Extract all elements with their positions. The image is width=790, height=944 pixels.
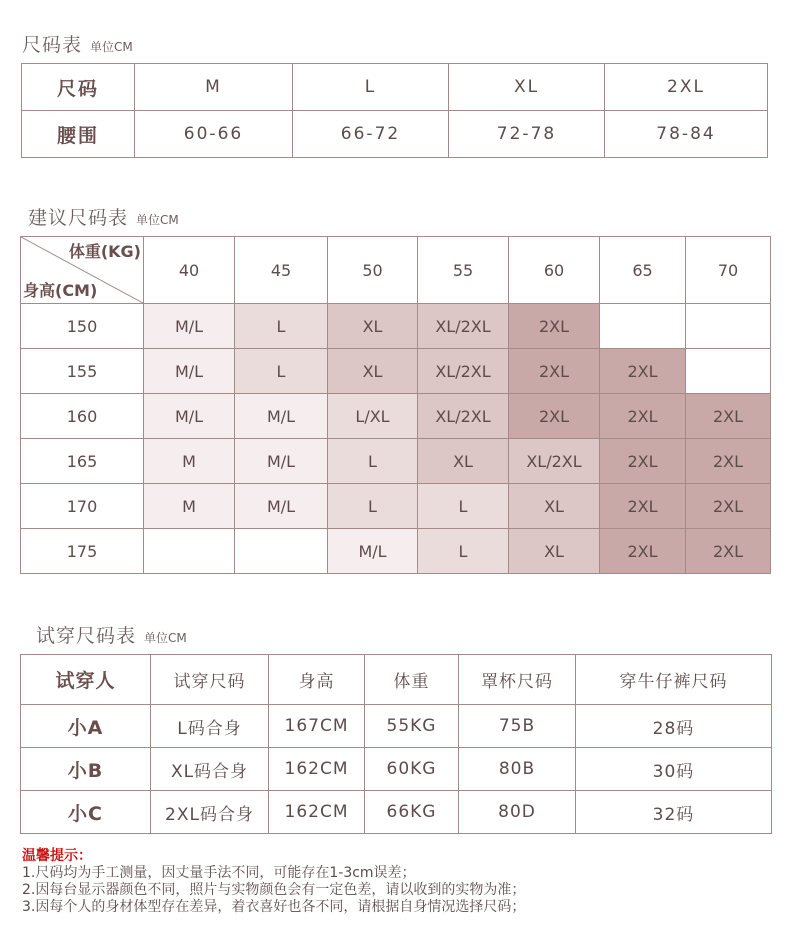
suggest-row: [21, 349, 771, 394]
size-chart-header-row: [22, 64, 768, 111]
size-chart-title: [22, 30, 133, 57]
tryon-value-cell: 80B: [459, 748, 576, 791]
tryon-value-cell: L码合身: [151, 705, 269, 748]
tryon-value-cell: 32码: [576, 791, 772, 834]
tryon-header-size: 试穿尺码: [151, 655, 269, 705]
weight-header: 45: [235, 237, 328, 304]
size-suggestion-cell: 2XL: [509, 394, 600, 439]
note-item: 3.因每个人的身材体型存在差异，着衣喜好也各不同，请根据自身情况选择尺码；: [22, 899, 526, 915]
size-suggestion-cell: XL: [328, 304, 418, 349]
weight-header: 65: [600, 237, 686, 304]
waist-label: 腰围: [22, 111, 135, 158]
size-suggestion-cell: M/L: [328, 529, 418, 574]
tryon-person-cell: 小C: [21, 791, 151, 834]
size-suggestion-cell: 2XL: [600, 529, 686, 574]
size-suggestion-cell: [686, 304, 771, 349]
size-suggestion-cell: XL: [509, 484, 600, 529]
height-cell: 160: [21, 394, 144, 439]
tryon-value-cell: 55KG: [365, 705, 459, 748]
tryon-value-cell: 28码: [576, 705, 772, 748]
size-l: L: [293, 64, 449, 111]
tryon-chart-body: [21, 705, 772, 834]
note-item: 1.尺码均为手工测量，因丈量手法不同，可能存在1-3cm误差；: [22, 865, 416, 881]
tryon-chart-title: [36, 621, 187, 648]
tryon-row: [21, 791, 772, 834]
size-chart-unit: 单位CM: [90, 40, 133, 54]
tryon-value-cell: 2XL码合身: [151, 791, 269, 834]
size-suggestion-cell: M/L: [235, 394, 328, 439]
note-item: 2.因每台显示器颜色不同，照片与实物颜色会有一定色差，请以收到的实物为准；: [22, 882, 526, 898]
height-cell: 170: [21, 484, 144, 529]
weight-axis-label: 体重(KG): [68, 242, 141, 261]
tryon-value-cell: XL码合身: [151, 748, 269, 791]
size-suggestion-cell: XL: [418, 439, 509, 484]
size-suggestion-cell: M/L: [144, 394, 235, 439]
tryon-header-height: 身高: [269, 655, 365, 705]
size-suggestion-cell: 2XL: [600, 484, 686, 529]
suggest-row: [21, 394, 771, 439]
weight-header: 40: [144, 237, 235, 304]
height-cell: 175: [21, 529, 144, 574]
tryon-row: [21, 748, 772, 791]
size-header-label: 尺码: [22, 64, 135, 111]
notes-block: [22, 848, 525, 916]
tryon-value-cell: 167CM: [269, 705, 365, 748]
size-suggestion-cell: M/L: [235, 484, 328, 529]
tryon-header-person: 试穿人: [21, 655, 151, 705]
suggest-chart-title-text: 建议尺码表: [28, 207, 129, 229]
suggest-row: [21, 304, 771, 349]
size-suggestion-cell: 2XL: [686, 484, 771, 529]
tryon-value-cell: 80D: [459, 791, 576, 834]
size-chart-waist-row: [22, 111, 768, 158]
suggest-chart-unit: 单位CM: [136, 213, 179, 227]
tryon-chart-unit: 单位CM: [144, 631, 187, 645]
size-suggestion-cell: L: [418, 529, 509, 574]
height-cell: 150: [21, 304, 144, 349]
suggest-row: [21, 484, 771, 529]
weight-header: 70: [686, 237, 771, 304]
size-suggestion-cell: 2XL: [600, 349, 686, 394]
tryon-header-row: [21, 655, 772, 705]
waist-m: 60-66: [135, 111, 293, 158]
waist-l: 66-72: [293, 111, 449, 158]
waist-2xl: 78-84: [605, 111, 768, 158]
weight-header: 60: [509, 237, 600, 304]
size-suggestion-cell: L: [235, 349, 328, 394]
size-2xl: 2XL: [605, 64, 768, 111]
size-suggestion-cell: 2XL: [509, 349, 600, 394]
size-suggestion-cell: XL/2XL: [418, 394, 509, 439]
tryon-value-cell: 60KG: [365, 748, 459, 791]
tryon-value-cell: 162CM: [269, 748, 365, 791]
size-chart-title-text: 尺码表: [22, 34, 83, 56]
tryon-row: [21, 705, 772, 748]
suggest-header-row: [21, 237, 771, 304]
size-suggestion-cell: [235, 529, 328, 574]
tryon-chart-table: [20, 654, 772, 834]
size-suggestion-cell: 2XL: [686, 439, 771, 484]
tryon-person-cell: 小B: [21, 748, 151, 791]
size-suggestion-cell: [686, 349, 771, 394]
suggest-row: [21, 529, 771, 574]
size-suggestion-cell: M: [144, 484, 235, 529]
size-suggestion-cell: L: [235, 304, 328, 349]
size-suggestion-cell: 2XL: [600, 394, 686, 439]
size-suggestion-cell: XL/2XL: [509, 439, 600, 484]
suggest-chart-title: [28, 203, 179, 230]
suggest-row: [21, 439, 771, 484]
size-suggestion-cell: XL: [328, 349, 418, 394]
tryon-header-cup: 罩杯尺码: [459, 655, 576, 705]
size-suggestion-cell: [600, 304, 686, 349]
size-m: M: [135, 64, 293, 111]
size-suggestion-cell: L: [418, 484, 509, 529]
height-axis-label: 身高(CM): [23, 281, 98, 300]
tryon-chart-title-text: 试穿尺码表: [36, 625, 137, 647]
size-suggestion-cell: 2XL: [600, 439, 686, 484]
size-suggestion-cell: M: [144, 439, 235, 484]
height-cell: 165: [21, 439, 144, 484]
corner-cell: [21, 237, 144, 304]
size-suggestion-cell: XL/2XL: [418, 349, 509, 394]
notes-title: 温馨提示：: [22, 848, 92, 864]
waist-xl: 72-78: [449, 111, 605, 158]
size-chart-table: [21, 63, 768, 158]
size-suggestion-cell: XL/2XL: [418, 304, 509, 349]
size-suggestion-cell: 2XL: [686, 394, 771, 439]
tryon-header-jeans: 穿牛仔裤尺码: [576, 655, 772, 705]
suggest-chart-body: [21, 304, 771, 574]
tryon-person-cell: 小A: [21, 705, 151, 748]
size-suggestion-cell: L/XL: [328, 394, 418, 439]
suggest-chart-table: [20, 236, 771, 574]
size-suggestion-cell: [144, 529, 235, 574]
size-suggestion-cell: M/L: [144, 349, 235, 394]
size-suggestion-cell: 2XL: [686, 529, 771, 574]
size-suggestion-cell: XL: [509, 529, 600, 574]
size-suggestion-cell: 2XL: [509, 304, 600, 349]
tryon-value-cell: 30码: [576, 748, 772, 791]
tryon-value-cell: 66KG: [365, 791, 459, 834]
size-suggestion-cell: L: [328, 439, 418, 484]
weight-header: 55: [418, 237, 509, 304]
height-cell: 155: [21, 349, 144, 394]
tryon-value-cell: 162CM: [269, 791, 365, 834]
tryon-header-weight: 体重: [365, 655, 459, 705]
size-suggestion-cell: L: [328, 484, 418, 529]
size-suggestion-cell: M/L: [144, 304, 235, 349]
size-suggestion-cell: M/L: [235, 439, 328, 484]
size-xl: XL: [449, 64, 605, 111]
weight-header: 50: [328, 237, 418, 304]
tryon-value-cell: 75B: [459, 705, 576, 748]
